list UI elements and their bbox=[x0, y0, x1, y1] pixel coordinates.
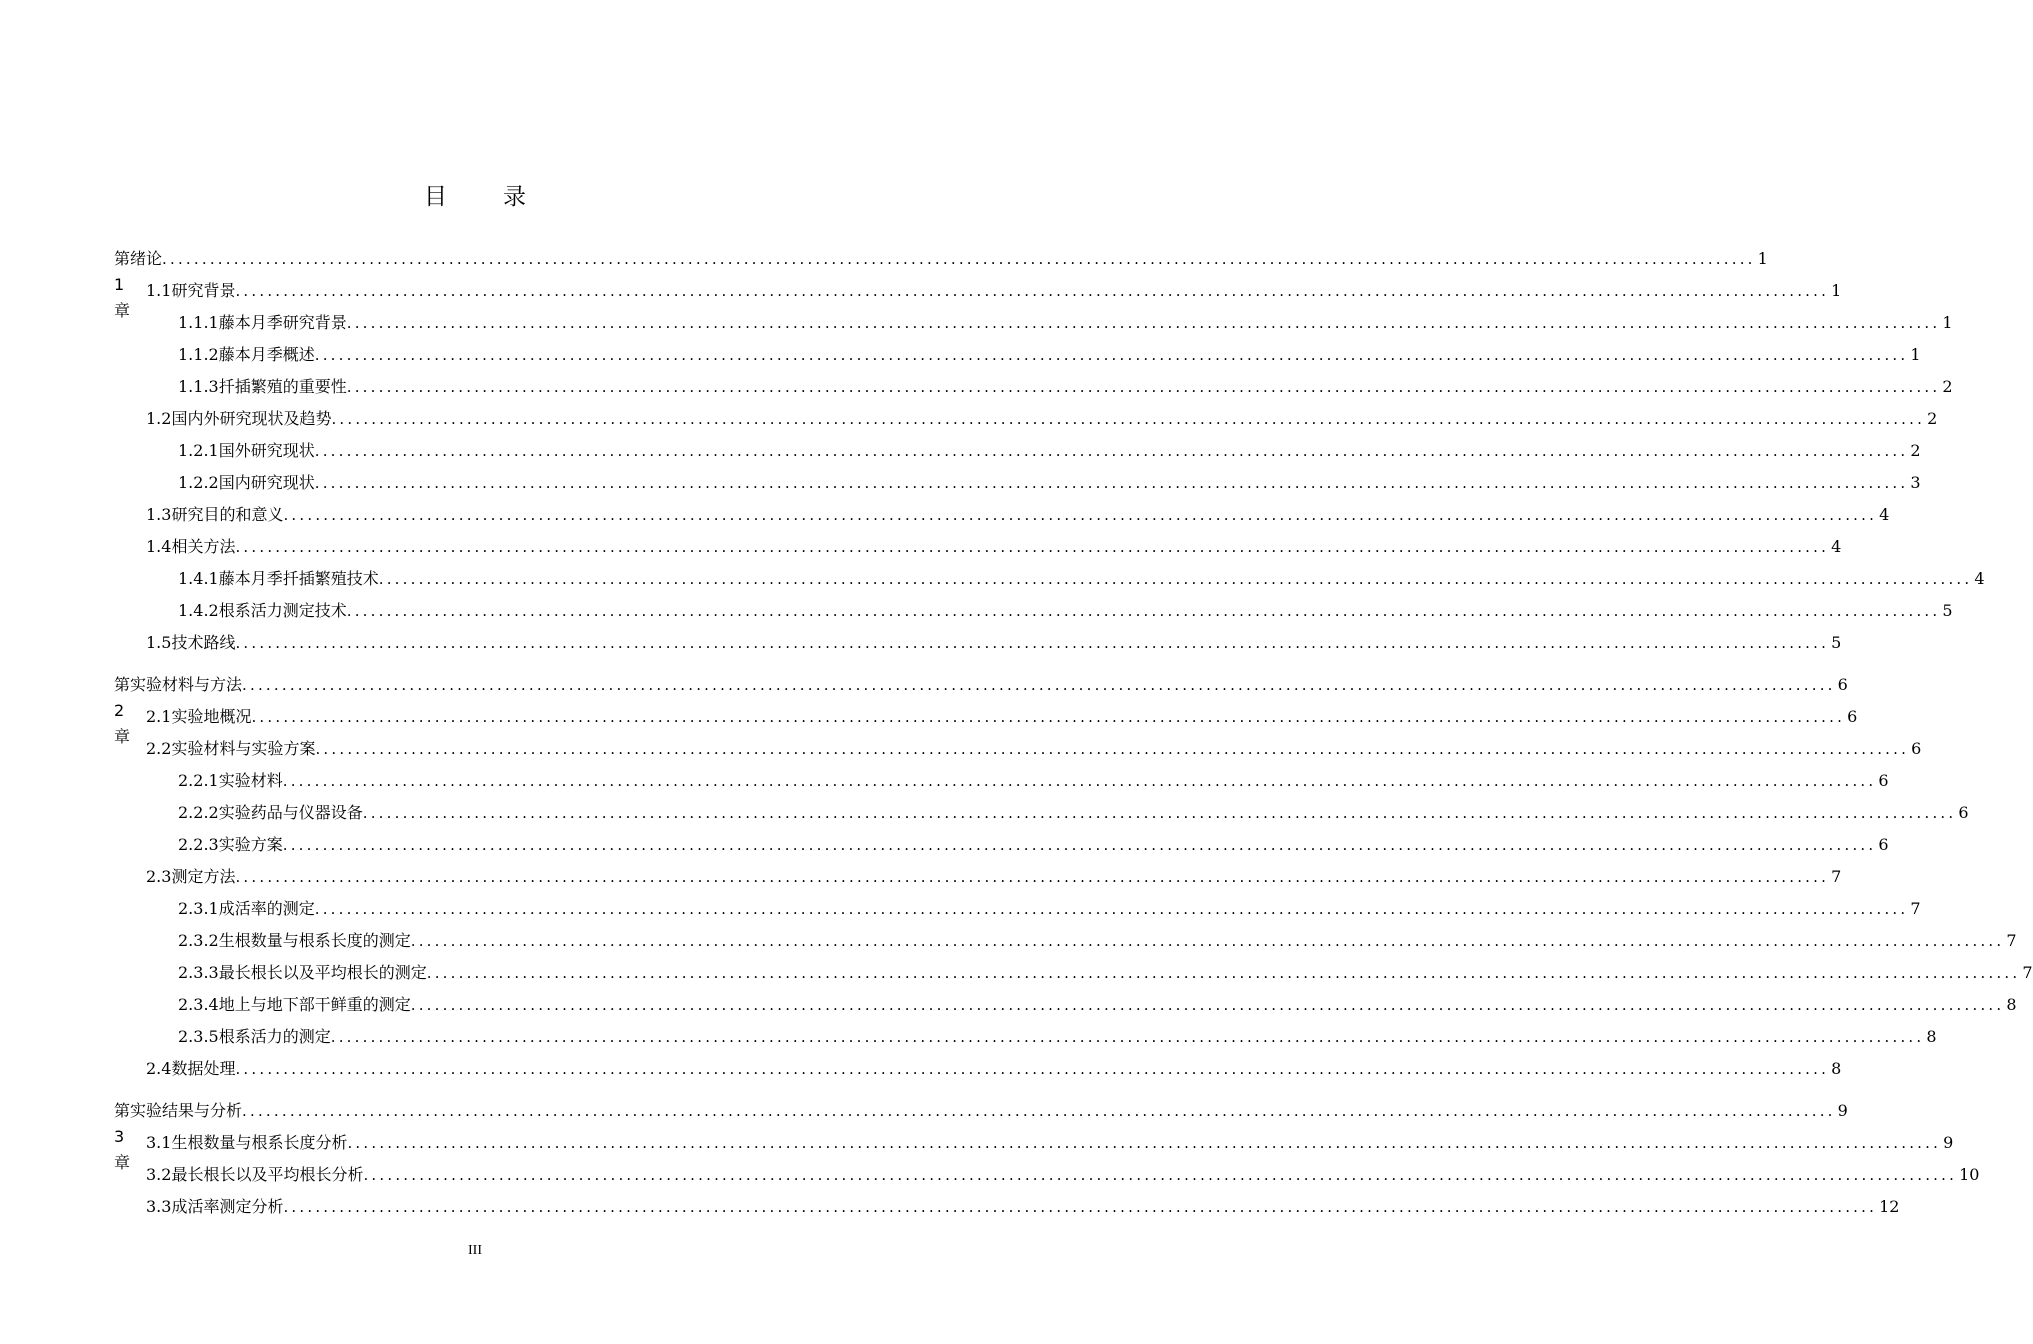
toc-entry-page: 12 bbox=[1879, 1197, 1900, 1216]
toc-leader-dots: ........................................................................................................................................................................................................ bbox=[347, 1134, 1942, 1152]
toc-entry-number: 2.3 bbox=[146, 867, 172, 886]
toc-entry[interactable] bbox=[0, 1162, 1980, 1188]
toc-entry-page: 8 bbox=[1926, 1027, 1937, 1046]
toc-leader-dots: ........................................................................................................................................................................................................ bbox=[426, 964, 2021, 982]
toc-entry-page: 7 bbox=[2006, 931, 2017, 950]
toc-entry[interactable] bbox=[0, 928, 2017, 954]
toc-entry-label: 地上与地下部干鲜重的测定 bbox=[218, 995, 411, 1014]
toc-entry-label: 最长根长以及平均根长分析 bbox=[171, 1165, 364, 1184]
toc-entry-number: 3.2 bbox=[146, 1165, 172, 1184]
toc-entry-page: 8 bbox=[1831, 1059, 1842, 1078]
toc-entry-number: 1.1 bbox=[146, 281, 172, 300]
toc-entry-number: 2.3.3 bbox=[178, 963, 219, 982]
toc-entry-number: 2.3.4 bbox=[178, 995, 219, 1014]
toc-entry-number: 1.1.1 bbox=[178, 313, 219, 332]
toc-leader-dots: ........................................................................................................................................................................................................ bbox=[346, 378, 1941, 396]
toc-entry-number: 2.3.5 bbox=[178, 1027, 219, 1046]
toc-entry-label: 藤本月季概述 bbox=[218, 345, 315, 364]
toc-entry-label: 绪论 bbox=[130, 249, 163, 268]
toc-leader-dots: ........................................................................................................................................................................................................ bbox=[235, 868, 1830, 886]
toc-leader-dots: ........................................................................................................................................................................................................ bbox=[315, 740, 1910, 758]
toc-entry-page: 1 bbox=[1942, 313, 1953, 332]
toc-entry-number: 1.2.2 bbox=[178, 473, 219, 492]
toc-entry-number: 2.4 bbox=[146, 1059, 172, 1078]
toc-entry-label: 成活率测定分析 bbox=[171, 1197, 284, 1216]
toc-entry-page: 2 bbox=[1910, 441, 1921, 460]
toc-entry[interactable] bbox=[0, 1024, 1937, 1050]
toc-leader-dots: ........................................................................................................................................................................................................ bbox=[314, 442, 1909, 460]
toc-entry-number: 第 1 章 bbox=[114, 249, 131, 320]
toc-entry-label: 根系活力测定技术 bbox=[218, 601, 347, 620]
toc-entry-label: 技术路线 bbox=[171, 633, 236, 652]
toc-entry[interactable] bbox=[0, 598, 1953, 624]
toc-entry-label: 实验方案 bbox=[218, 835, 283, 854]
toc-entry-label: 实验材料与实验方案 bbox=[171, 739, 316, 758]
toc-entry-page: 6 bbox=[1837, 675, 1848, 694]
toc-entry-number: 1.1.3 bbox=[178, 377, 219, 396]
toc-entry-number: 3.3 bbox=[146, 1197, 172, 1216]
toc-leader-dots: ........................................................................................................................................................................................................ bbox=[283, 506, 1878, 524]
toc-entry[interactable] bbox=[0, 1194, 1900, 1220]
toc-entry-label: 国内研究现状 bbox=[218, 473, 315, 492]
toc-entry-label: 相关方法 bbox=[171, 537, 236, 556]
toc-entry[interactable] bbox=[0, 864, 1842, 890]
toc-leader-dots: ........................................................................................................................................................................................................ bbox=[282, 772, 1877, 790]
toc-entry-number: 2.3.1 bbox=[178, 899, 219, 918]
toc-entry[interactable] bbox=[0, 992, 2017, 1018]
toc-leader-dots: ........................................................................................................................................................................................................ bbox=[242, 676, 1836, 694]
toc-entry[interactable] bbox=[0, 630, 1842, 656]
toc-entry[interactable] bbox=[0, 768, 1889, 794]
toc-entry-label: 数据处理 bbox=[171, 1059, 236, 1078]
toc-entry-number: 2.2.3 bbox=[178, 835, 219, 854]
toc-entry[interactable] bbox=[0, 374, 1953, 400]
toc-entry-page: 5 bbox=[1831, 633, 1842, 652]
toc-entry[interactable] bbox=[0, 438, 1921, 464]
toc-entry[interactable] bbox=[0, 278, 1842, 304]
toc-entry-number: 2.2 bbox=[146, 739, 172, 758]
toc-leader-dots: ........................................................................................................................................................................................................ bbox=[330, 1028, 1925, 1046]
toc-entry-label: 国内外研究现状及趋势 bbox=[171, 409, 332, 428]
toc-leader-dots: ........................................................................................................................................................................................................ bbox=[346, 602, 1941, 620]
toc-entry-label: 藤本月季扦插繁殖技术 bbox=[218, 569, 379, 588]
toc-entry-label: 藤本月季研究背景 bbox=[218, 313, 347, 332]
toc-leader-dots: ........................................................................................................................................................................................................ bbox=[282, 836, 1877, 854]
toc-leader-dots: ........................................................................................................................................................................................................ bbox=[314, 900, 1909, 918]
toc-entry-page: 1 bbox=[1831, 281, 1842, 300]
toc-entry-page: 4 bbox=[1879, 505, 1890, 524]
toc-entry-number: 第 3 章 bbox=[114, 1101, 131, 1172]
toc-entry-page: 3 bbox=[1910, 473, 1921, 492]
toc-entry-label: 实验材料 bbox=[218, 771, 283, 790]
toc-entry[interactable] bbox=[0, 342, 1921, 368]
toc-entry-page: 6 bbox=[1911, 739, 1922, 758]
toc-entry-label: 生根数量与根系长度分析 bbox=[171, 1133, 348, 1152]
toc-leader-dots: ........................................................................................................................................................................................................ bbox=[346, 314, 1941, 332]
toc-leader-dots: ........................................................................................................................................................................................................ bbox=[378, 570, 1973, 588]
toc-entry-label: 测定方法 bbox=[171, 867, 236, 886]
toc-entry-label: 根系活力的测定 bbox=[218, 1027, 331, 1046]
toc-entry[interactable] bbox=[0, 1056, 1842, 1082]
toc-entry-page: 7 bbox=[1831, 867, 1842, 886]
toc-entry[interactable] bbox=[0, 502, 1890, 528]
toc-leader-dots: ........................................................................................................................................................................................................ bbox=[410, 996, 2005, 1014]
toc-entry-number: 3.1 bbox=[146, 1133, 172, 1152]
toc-entry-label: 实验药品与仪器设备 bbox=[218, 803, 363, 822]
toc-entry-page: 1 bbox=[1910, 345, 1921, 364]
toc-leader-dots: ........................................................................................................................................................................................................ bbox=[251, 708, 1846, 726]
toc-leader-dots: ........................................................................................................................................................................................................ bbox=[363, 1166, 1958, 1184]
toc-entry-number: 1.4.2 bbox=[178, 601, 219, 620]
toc-entry-page: 6 bbox=[1958, 803, 1969, 822]
toc-entry-page: 5 bbox=[1942, 601, 1953, 620]
title-char-1: 目 bbox=[424, 184, 447, 210]
toc-entry-page: 8 bbox=[2006, 995, 2017, 1014]
toc-leader-dots: ........................................................................................................................................................................................................ bbox=[235, 282, 1830, 300]
toc-leader-dots: ........................................................................................................................................................................................................ bbox=[410, 932, 2005, 950]
toc-entry-page: 9 bbox=[1943, 1133, 1954, 1152]
toc-leader-dots: ........................................................................................................................................................................................................ bbox=[331, 410, 1926, 428]
toc-entry-number: 1.2 bbox=[146, 409, 172, 428]
toc-entry-page: 7 bbox=[2022, 963, 2033, 982]
toc-leader-dots: ........................................................................................................................................................................................................ bbox=[235, 634, 1830, 652]
toc-entry-label: 实验材料与方法 bbox=[130, 675, 243, 694]
toc-entry-page: 4 bbox=[1974, 569, 1985, 588]
toc-entry[interactable] bbox=[0, 1130, 1954, 1156]
toc-entry-number: 1.2.1 bbox=[178, 441, 219, 460]
toc-entry-label: 国外研究现状 bbox=[218, 441, 315, 460]
toc-leader-dots: ........................................................................................................................................................................................................ bbox=[235, 1060, 1830, 1078]
toc-entry-number: 2.1 bbox=[146, 707, 172, 726]
toc-entry-number: 第 2 章 bbox=[114, 675, 131, 746]
toc-leader-dots: ........................................................................................................................................................................................................ bbox=[362, 804, 1957, 822]
toc-entry-label: 实验地概况 bbox=[171, 707, 252, 726]
toc-entry-label: 研究背景 bbox=[171, 281, 236, 300]
toc-entry-label: 实验结果与分析 bbox=[130, 1101, 243, 1120]
toc-entry-label: 生根数量与根系长度的测定 bbox=[218, 931, 411, 950]
toc-entry[interactable] bbox=[0, 896, 1921, 922]
toc-entry[interactable] bbox=[0, 704, 1858, 730]
toc-entry[interactable] bbox=[0, 736, 1922, 762]
toc-entry-label: 研究目的和意义 bbox=[171, 505, 284, 524]
toc-entry-page: 2 bbox=[1927, 409, 1938, 428]
toc-entry-page: 7 bbox=[1910, 899, 1921, 918]
toc-entry[interactable] bbox=[0, 310, 1953, 336]
toc-entry[interactable] bbox=[0, 800, 1969, 826]
toc-entry[interactable] bbox=[0, 566, 1985, 592]
toc-entry[interactable] bbox=[0, 470, 1921, 496]
toc-entry[interactable] bbox=[0, 832, 1889, 858]
toc-entry-page: 9 bbox=[1837, 1101, 1848, 1120]
toc-leader-dots: ........................................................................................................................................................................................................ bbox=[162, 250, 1756, 268]
toc-entry-number: 2.2.2 bbox=[178, 803, 219, 822]
page-title bbox=[0, 178, 950, 211]
toc-entry[interactable] bbox=[0, 960, 2033, 986]
toc-entry-label: 成活率的测定 bbox=[218, 899, 315, 918]
toc-entry-page: 6 bbox=[1878, 771, 1889, 790]
toc-entry-number: 1.3 bbox=[146, 505, 172, 524]
toc-entry-label: 最长根长以及平均根长的测定 bbox=[218, 963, 427, 982]
toc-entry[interactable] bbox=[0, 406, 1938, 432]
toc-leader-dots: ........................................................................................................................................................................................................ bbox=[235, 538, 1830, 556]
toc-entry-page: 6 bbox=[1878, 835, 1889, 854]
toc-entry-page: 4 bbox=[1831, 537, 1842, 556]
toc-entry-number: 1.4.1 bbox=[178, 569, 219, 588]
title-char-2: 录 bbox=[503, 184, 526, 210]
page-number: III bbox=[468, 1243, 482, 1258]
toc-leader-dots: ........................................................................................................................................................................................................ bbox=[314, 474, 1909, 492]
toc-entry-number: 1.1.2 bbox=[178, 345, 219, 364]
toc-entry-number: 2.3.2 bbox=[178, 931, 219, 950]
toc-entry-number: 2.2.1 bbox=[178, 771, 219, 790]
toc-leader-dots: ........................................................................................................................................................................................................ bbox=[314, 346, 1909, 364]
toc-entry-number: 1.4 bbox=[146, 537, 172, 556]
toc-entry-page: 6 bbox=[1847, 707, 1858, 726]
toc-entry-label: 扦插繁殖的重要性 bbox=[218, 377, 347, 396]
toc-entry[interactable] bbox=[0, 534, 1842, 560]
toc-entry-number: 1.5 bbox=[146, 633, 172, 652]
toc-entry-page: 2 bbox=[1942, 377, 1953, 396]
toc-entry-page: 1 bbox=[1757, 249, 1768, 268]
toc-entry-page: 10 bbox=[1959, 1165, 1980, 1184]
toc-leader-dots: ........................................................................................................................................................................................................ bbox=[283, 1198, 1878, 1216]
toc-leader-dots: ........................................................................................................................................................................................................ bbox=[242, 1102, 1836, 1120]
